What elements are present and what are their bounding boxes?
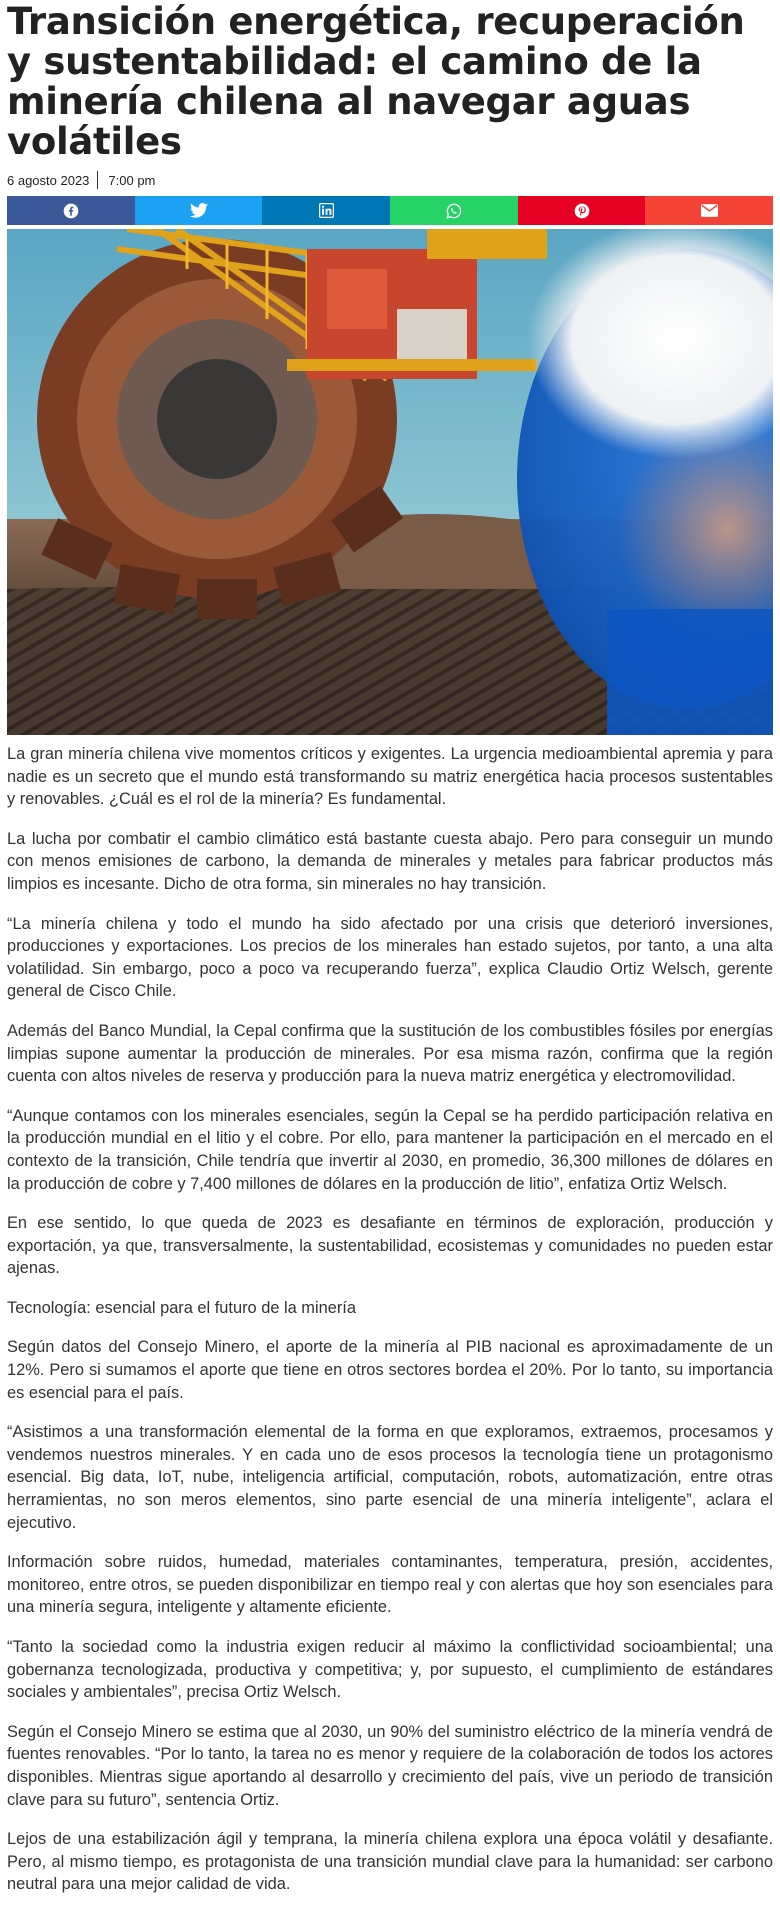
article-paragraph: La gran minería chilena vive momentos críticos y exigentes. La urgencia medioambiental apremia y para nadie es un secreto que el mundo está transformando su matriz energética hacia procesos sustentables y renovables. ¿Cuál es el rol de la minería? Es fundamental. (7, 745, 773, 809)
article-title: Transición energética, recuperación y sustentabilidad: el camino de la minería chilena al navegar aguas volátiles (7, 0, 745, 163)
share-email-button[interactable] (645, 196, 773, 225)
article-time: 7:00 pm (108, 172, 156, 188)
share-bar (7, 196, 773, 225)
share-pinterest-button[interactable] (518, 196, 646, 225)
article-body (7, 743, 773, 1896)
share-twitter-button[interactable] (135, 196, 263, 225)
email-icon (701, 204, 718, 217)
article-paragraph: Según datos del Consejo Minero, el aporte de la minería al PIB nacional es aproximadamente de un 12%. Pero si sumamos el aporte que tiene en otros sectores bordea el 20%. Por lo tanto, su importancia es esencial para el país. (7, 1338, 773, 1402)
article-date: 6 agosto 2023 (7, 172, 90, 188)
share-whatsapp-button[interactable] (390, 196, 518, 225)
facebook-icon (63, 203, 79, 219)
article-paragraph: Además del Banco Mundial, la Cepal confirma que la sustitución de los combustibles fósiles por energías limpias supone aumentar la producción de minerales. Por esa misma razón, confirma que la región cuenta con altos niveles de reserva y producción para la nueva matriz energética y electromovilidad. (7, 1021, 773, 1086)
article-paragraph: “Tanto la sociedad como la industria exigen reducir al máximo la conflictividad socioambiental; una gobernanza tecnologizada, productiva y competitiva; y, por supuesto, el cumplimiento de estándares sociales y ambientales”, precisa Ortiz Welsch. (7, 1638, 773, 1702)
article-paragraph: La lucha por combatir el cambio climático está bastante cuesta abajo. Pero para conseguir un mundo con menos emisiones de carbono, la demanda de minerales y metales para fabricar productos más limpios es incesante. Dicho de otra forma, sin minerales no hay transición. (7, 829, 773, 893)
article-paragraph: “Asistimos a una transformación elemental de la forma en que exploramos, extraemos, procesamos y vendemos nuestros minerales. Y en cada uno de esos procesos la tecnología tiene un protagonismo esencial. Big data, IoT, nube, inteligencia artificial, computación, robots, automatización, entre otras herramientas, no son meros elementos, sino parte esencial de una minería inteligente”, aclara el ejecutivo. (7, 1423, 773, 1532)
twitter-icon (190, 203, 208, 218)
article-paragraph: Tecnología: esencial para el futuro de la minería (7, 1298, 356, 1317)
article-paragraph: En ese sentido, lo que queda de 2023 es desafiante en términos de exploración, producción y exportación, ya que, transversalmente, la sustentabilidad, ecosistemas y comunidades no pueden estar ajenas. (7, 1214, 773, 1278)
share-linkedin-button[interactable] (262, 196, 390, 225)
article-paragraph: Según el Consejo Minero se estima que al 2030, un 90% del suministro eléctrico de la minería vendrá de fuentes renovables. “Por lo tanto, la tarea no es menor y requiere de la colaboración de todos los actores disponibles. Mientras sigue aportando al desarrollo y crecimiento del país, vive un periodo de transición clave para su futuro”, sentencia Ortiz. (7, 1722, 773, 1809)
meta-divider (97, 171, 98, 189)
article-paragraph: Lejos de una estabilización ágil y temprana, la minería chilena explora una época volátil y desafiante. Pero, al mismo tiempo, es protagonista de una transición mundial clave para la humanidad: ser carbono neutral para una mejor calidad de vida. (7, 1830, 773, 1894)
article-paragraph: “Aunque contamos con los minerales esenciales, según la Cepal se ha perdido participación relativa en la producción mundial en el litio y el cobre. Por ello, para mantener la participación en el mercado en el contexto de la transición, Chile tendría que invertir al 2030, en promedio, 36,300 millones de dólares en la producción de cobre y 7,400 millones de dólares en la producción de litio”, enfatiza Ortiz Welsch. (7, 1106, 773, 1193)
linkedin-icon (319, 203, 334, 218)
article-paragraph: “La minería chilena y todo el mundo ha sido afectado por una crisis que deterioró inversiones, producciones y exportaciones. Los precios de los minerales han estado sujetos, por tanto, a una alta volatilidad. Sin embargo, poco a poco va recuperando fuerza”, explica Claudio Ortiz Welsch, gerente general de Cisco Chile. (7, 914, 773, 1001)
share-facebook-button[interactable] (7, 196, 135, 225)
article-meta (7, 170, 773, 190)
article-paragraph: Información sobre ruidos, humedad, materiales contaminantes, temperatura, presión, accidentes, monitoreo, entre otros, se pueden disponibilizar en tiempo real y con alertas que hoy son esenciales para una minería segura, inteligente y altamente eficiente. (7, 1553, 773, 1617)
pinterest-icon (574, 203, 590, 219)
whatsapp-icon (446, 203, 462, 219)
hero-image-mining-excavator (7, 229, 773, 735)
